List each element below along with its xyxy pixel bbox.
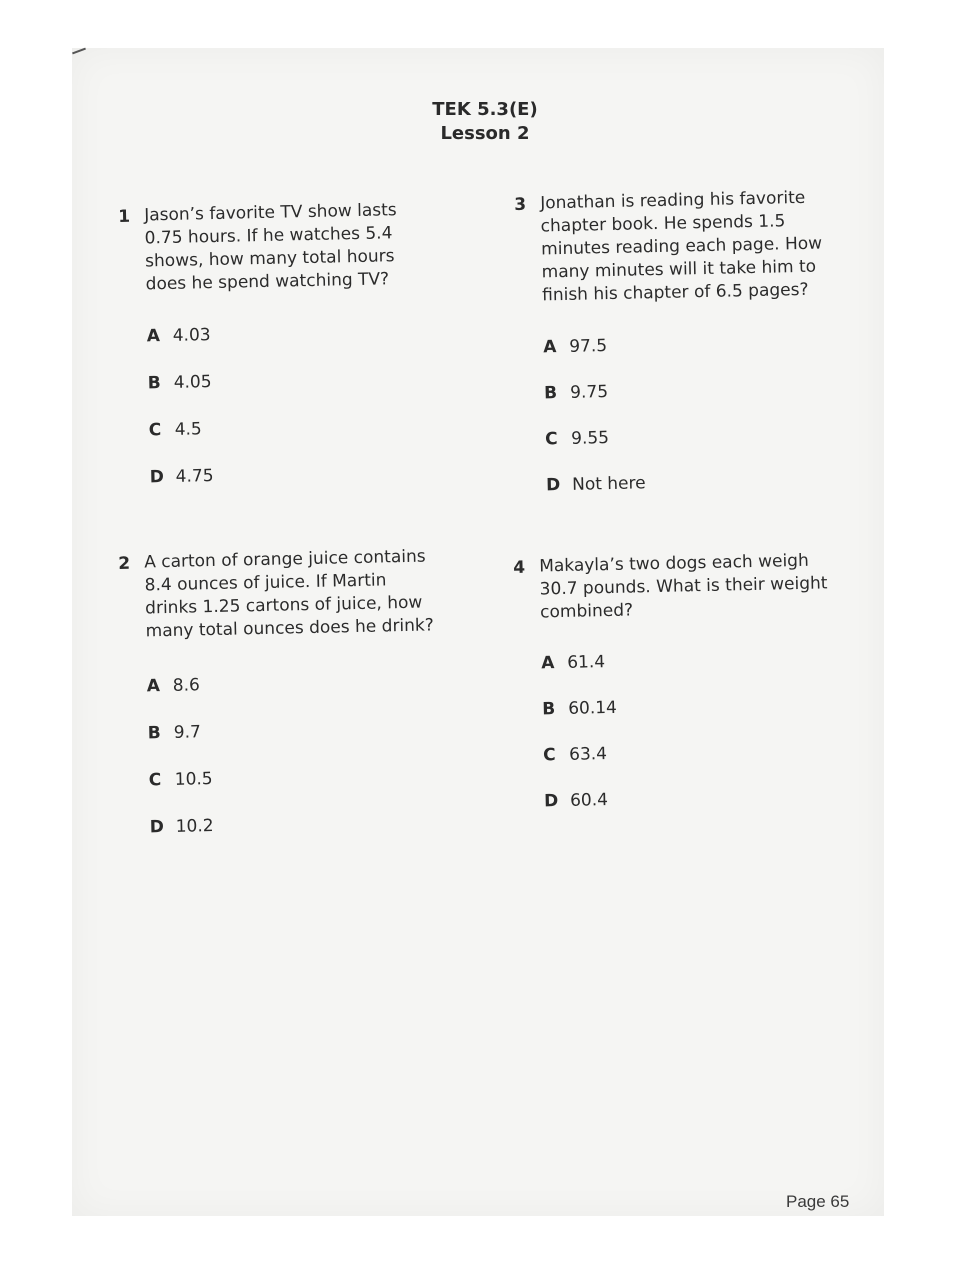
question-line: drinks 1.25 cartons of juice, how <box>144 592 423 619</box>
choice-a[interactable]: A 4.03 <box>146 325 211 347</box>
question-line: Jonathan is reading his favorite <box>540 187 806 214</box>
choice-c[interactable]: C 63.4 <box>542 744 608 766</box>
question-line: many total ounces does he drink? <box>145 615 435 642</box>
question-number: 1 <box>118 206 131 227</box>
question-line: finish his chapter of 6.5 pages? <box>541 279 809 306</box>
choice-c[interactable]: C 10.5 <box>148 769 213 791</box>
lesson-title: Lesson 2 <box>440 123 530 144</box>
choice-d[interactable]: D 4.75 <box>149 466 214 488</box>
choice-c[interactable]: C 9.55 <box>544 428 610 450</box>
question-number: 2 <box>118 553 131 574</box>
question-line: A carton of orange juice contains <box>144 546 426 573</box>
question-line: 30.7 pounds. What is their weight <box>539 573 828 600</box>
question-line: Makayla’s two dogs each weigh <box>539 550 809 577</box>
choice-b[interactable]: B 60.14 <box>542 697 618 720</box>
question-text <box>144 545 446 643</box>
question-line: 8.4 ounces of juice. If Martin <box>144 570 387 596</box>
question-text <box>144 198 446 296</box>
choice-a[interactable]: A 8.6 <box>146 675 201 697</box>
choice-d[interactable]: D 10.2 <box>149 816 214 838</box>
question-line: combined? <box>539 600 634 623</box>
question-line: does he spend watching TV? <box>145 269 390 295</box>
question-line: Jason’s favorite TV show lasts <box>144 200 397 226</box>
lesson-code: TEK 5.3(E) <box>432 99 538 120</box>
choice-b[interactable]: B 9.75 <box>543 382 609 404</box>
question-line: many minutes will it take him to <box>541 256 817 283</box>
choice-d[interactable]: D Not here <box>545 473 646 496</box>
question-number: 4 <box>513 557 526 578</box>
choice-b[interactable]: B 9.7 <box>147 722 202 744</box>
question-text <box>539 549 840 624</box>
question-line: chapter book. He spends 1.5 <box>540 211 786 237</box>
question-line: shows, how many total hours <box>144 246 395 272</box>
choice-d[interactable]: D 60.4 <box>543 790 609 812</box>
choice-b[interactable]: B 4.05 <box>147 372 212 394</box>
question-line: 0.75 hours. If he watches 5.4 <box>144 223 393 249</box>
choice-a[interactable]: A 97.5 <box>543 336 608 358</box>
page-number: Page 65 <box>786 1192 850 1211</box>
question-number: 3 <box>514 194 527 215</box>
question-text <box>540 186 842 307</box>
question-line: minutes reading each page. How <box>540 233 823 260</box>
choice-c[interactable]: C 4.5 <box>148 419 202 441</box>
choice-a[interactable]: A 61.4 <box>541 652 606 674</box>
